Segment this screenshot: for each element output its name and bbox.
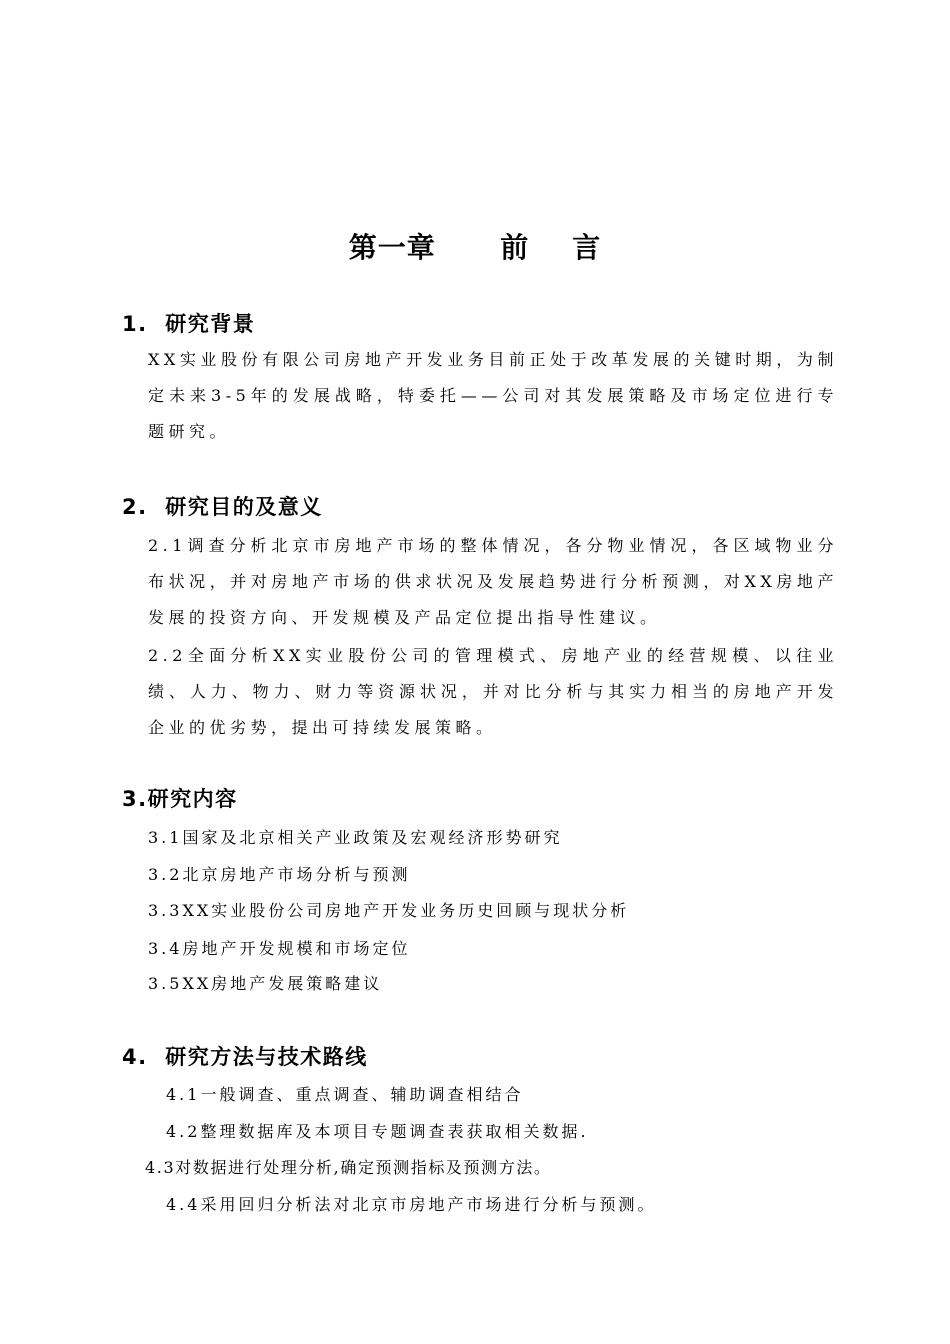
content-item-3-2: 3.2北京房地产市场分析与预测 [148,865,411,884]
method-item-4-2: 4.2整理数据库及本项目专题调查表获取相关数据. [166,1122,589,1141]
purpose-paragraph-2-1: 2.1调查分析北京市房地产市场的整体情况，各分物业情况，各区域物业分布状况，并对房地产市场的供求状况及发展趋势进行分析预测，对XX房地产发展的投资方向、开发规模及产品定位提出指导性建议。 [148,536,838,627]
section-heading-content: 3.研究内容 [122,787,238,811]
content-item-3-5: 3.5XX房地产发展策略建议 [148,974,383,993]
section-heading-purpose: 2. 研究目的及意义 [122,495,323,519]
content-item-3-1: 3.1国家及北京相关产业政策及宏观经济形势研究 [148,828,563,847]
section-heading-background: 1. 研究背景 [122,312,256,336]
chapter-title: 第一章 前 言 [348,231,602,264]
content-item-3-4: 3.4房地产开发规模和市场定位 [148,939,411,958]
section-heading-method: 4. 研究方法与技术路线 [122,1045,368,1069]
background-paragraph: XX实业股份有限公司房地产开发业务目前正处于改革发展的关键时期，为制定未来3-5年的发展战略，特委托——公司对其发展策略及市场定位进行专题研究。 [148,350,838,441]
method-item-4-4: 4.4采用回归分析法对北京市房地产市场进行分析与预测。 [166,1195,657,1214]
content-item-3-3: 3.3XX实业股份公司房地产开发业务历史回顾与现状分析 [148,901,630,920]
purpose-paragraph-2-2: 2.2全面分析XX实业股份公司的管理模式、房地产业的经营规模、以往业绩、人力、物力、财力等资源状况，并对比分析与其实力相当的房地产开发企业的优劣势，提出可持续发展策略。 [148,646,838,737]
method-item-4-3: 4.3对数据进行处理分析,确定预测指标及预测方法。 [145,1158,552,1177]
method-item-4-1: 4.1一般调查、重点调查、辅助调查相结合 [166,1085,524,1104]
